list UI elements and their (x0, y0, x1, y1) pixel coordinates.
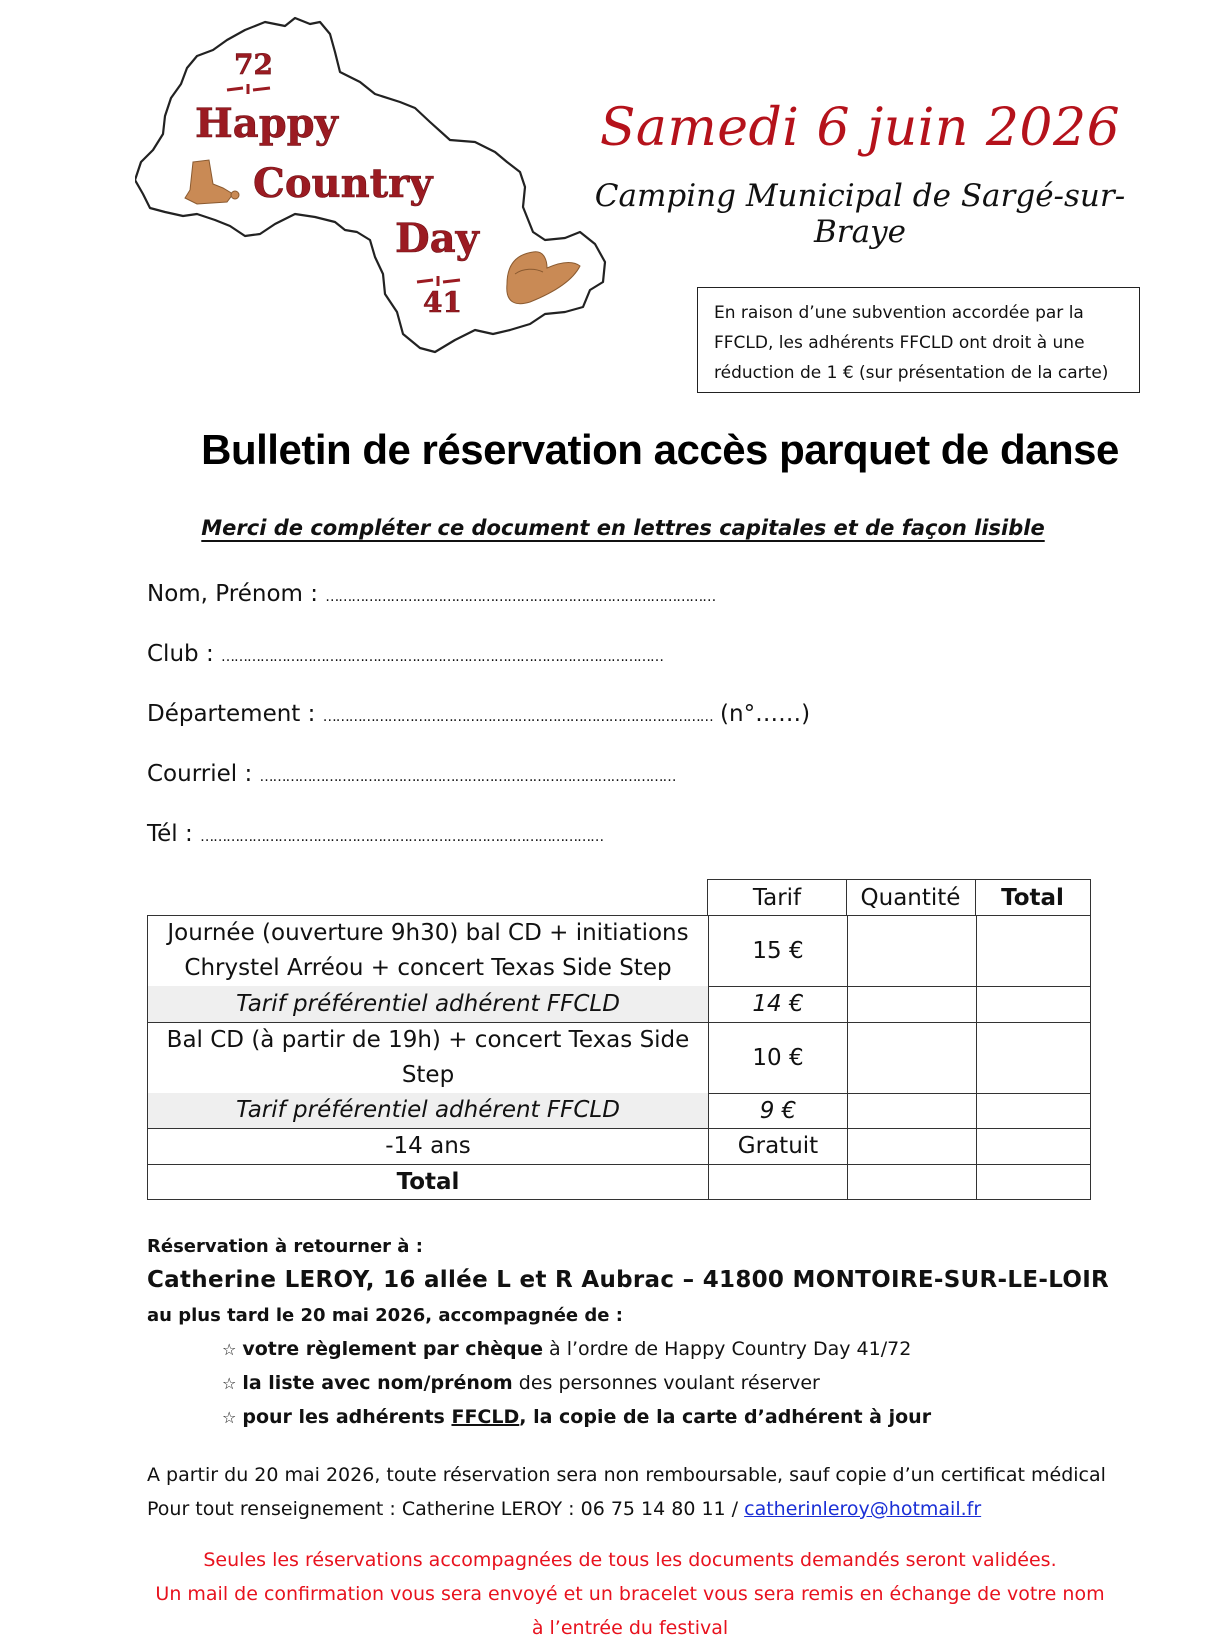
row-total-input[interactable] (976, 986, 1090, 1022)
table-total-row (148, 1164, 1090, 1199)
department-number[interactable]: (n°……) (720, 701, 811, 727)
row-label: -14 ans (385, 1133, 471, 1159)
requirement-bold: la liste avec nom/prénom (242, 1372, 513, 1394)
confirmation-notice: Un mail de confirmation vous sera envoyé et un bracelet vous sera remis en échange de votre nom (155, 1583, 1105, 1605)
table-row (148, 1022, 1090, 1093)
pricing-table (147, 879, 1091, 1201)
table-row (148, 1128, 1090, 1164)
row-total-input[interactable] (976, 1129, 1090, 1164)
row-tarif: 14 € (708, 986, 847, 1022)
event-venue: Camping Municipal de Sargé-sur-Braye (594, 178, 1126, 250)
row-tarif: 15 € (708, 916, 847, 986)
star-outline-icon: ☆ (222, 1374, 237, 1393)
notice-line: FFCLD, les adhérents FFCLD ont droit à une (714, 333, 1085, 353)
fill-line[interactable]: …………………………………………………………………………………… (259, 769, 676, 785)
email-field[interactable] (147, 761, 676, 787)
return-address: Catherine LEROY, 16 allée L et R Aubrac – 41800 MONTOIRE-SUR-LE-LOIR (147, 1267, 1110, 1293)
header-quantite: Quantité (846, 879, 976, 915)
svg-text:Happy: Happy (195, 100, 338, 147)
fill-line[interactable]: ……………………………………………………………………………… (322, 709, 713, 725)
star-outline-icon: ☆ (222, 1340, 237, 1359)
requirement-text: des personnes voulant réserver (512, 1372, 820, 1394)
row-tarif: 10 € (708, 1023, 847, 1093)
requirement-item (222, 1372, 820, 1394)
name-field[interactable] (147, 581, 715, 607)
svg-text:Country: Country (253, 160, 433, 207)
club-field[interactable] (147, 641, 663, 667)
row-tarif: Gratuit (708, 1129, 847, 1164)
event-date: Samedi 6 juin 2026 (599, 98, 1121, 158)
row-quantity-input[interactable] (847, 1129, 976, 1164)
grand-total-input[interactable] (976, 1165, 1090, 1199)
table-row (148, 1093, 1090, 1128)
page-title: Bulletin de réservation accès parquet de danse (201, 426, 1119, 473)
confirmation-notice-cont: à l’entrée du festival (531, 1617, 729, 1639)
requirement-text: à l’ordre de Happy Country Day 41/72 (543, 1338, 912, 1360)
contact-text: Pour tout renseignement : Catherine LEROY : 06 75 14 80 11 / (147, 1498, 745, 1520)
row-label: Bal CD (à partir de 19h) + concert Texas Side Step (166, 1027, 690, 1088)
field-label: Nom, Prénom : (147, 581, 318, 607)
table-row (148, 916, 1090, 986)
contact-info (147, 1498, 981, 1520)
department-field[interactable] (147, 701, 810, 727)
requirement-bold: pour les adhérents (242, 1406, 452, 1428)
notice-line: réduction de 1 € (sur présentation de la carte) (714, 363, 1109, 383)
map-outline-icon (135, 12, 625, 357)
validation-notice: Seules les réservations accompagnées de tous les documents demandés seront validées. (203, 1549, 1057, 1571)
svg-text:Day: Day (395, 215, 479, 262)
requirement-bold: votre règlement par chèque (242, 1338, 543, 1360)
cowboy-hat-icon (507, 252, 580, 304)
field-label: Club : (147, 641, 214, 667)
total-label: Total (396, 1168, 460, 1195)
phone-field[interactable] (147, 821, 603, 847)
fill-line[interactable]: ………………………………………………………………………………………… (221, 649, 663, 665)
pricing-table-body (147, 915, 1091, 1200)
row-label: Journée (ouverture 9h30) bal CD + initiations Chrystel Arréou + concert Texas Side Step (167, 920, 689, 981)
notice-line: En raison d’une subvention accordée par la (714, 303, 1084, 323)
fill-instructions: Merci de compléter ce document en lettres capitales et de façon lisible (201, 516, 1045, 540)
fill-line[interactable]: ……………………………………………………………………………… (325, 589, 716, 605)
row-total-input[interactable] (976, 1023, 1090, 1093)
row-tarif: 9 € (708, 1093, 847, 1128)
star-outline-icon: ☆ (222, 1408, 237, 1427)
row-total-input[interactable] (976, 1093, 1090, 1128)
header-tarif: Tarif (707, 879, 847, 915)
requirement-item (222, 1406, 931, 1428)
total-tarif (708, 1165, 847, 1199)
fill-line[interactable]: ………………………………………………………………………………… (200, 829, 604, 845)
row-quantity-input[interactable] (847, 1023, 976, 1093)
total-quantity-input[interactable] (847, 1165, 976, 1199)
row-total-input[interactable] (976, 916, 1090, 986)
refund-policy: A partir du 20 mai 2026, toute réservation sera non remboursable, sauf copie d’un certificat médical (147, 1464, 1106, 1486)
contact-email-link[interactable]: catherinleroy@hotmail.fr (744, 1498, 982, 1520)
requirement-item (222, 1338, 911, 1360)
svg-text:41: 41 (423, 286, 462, 319)
requirement-bold: , la copie de la carte d’adhérent à jour (519, 1406, 932, 1428)
return-deadline: au plus tard le 20 mai 2026, accompagnée de : (147, 1305, 623, 1326)
happy-country-day-logo (135, 12, 625, 357)
row-label: Tarif préférentiel adhérent FFCLD (148, 1093, 708, 1128)
row-quantity-input[interactable] (847, 916, 976, 986)
field-label: Courriel : (147, 761, 253, 787)
svg-text:72: 72 (234, 48, 273, 81)
row-quantity-input[interactable] (847, 1093, 976, 1128)
field-label: Département : (147, 701, 316, 727)
row-label: Tarif préférentiel adhérent FFCLD (148, 986, 708, 1022)
cowboy-boot-icon (185, 160, 239, 204)
field-label: Tél : (147, 821, 193, 847)
requirement-underlined: FFCLD (451, 1406, 520, 1428)
return-label: Réservation à retourner à : (147, 1236, 423, 1257)
table-row (148, 986, 1090, 1022)
row-quantity-input[interactable] (847, 986, 976, 1022)
ffcld-discount-notice (697, 287, 1140, 393)
header-total: Total (975, 879, 1091, 915)
